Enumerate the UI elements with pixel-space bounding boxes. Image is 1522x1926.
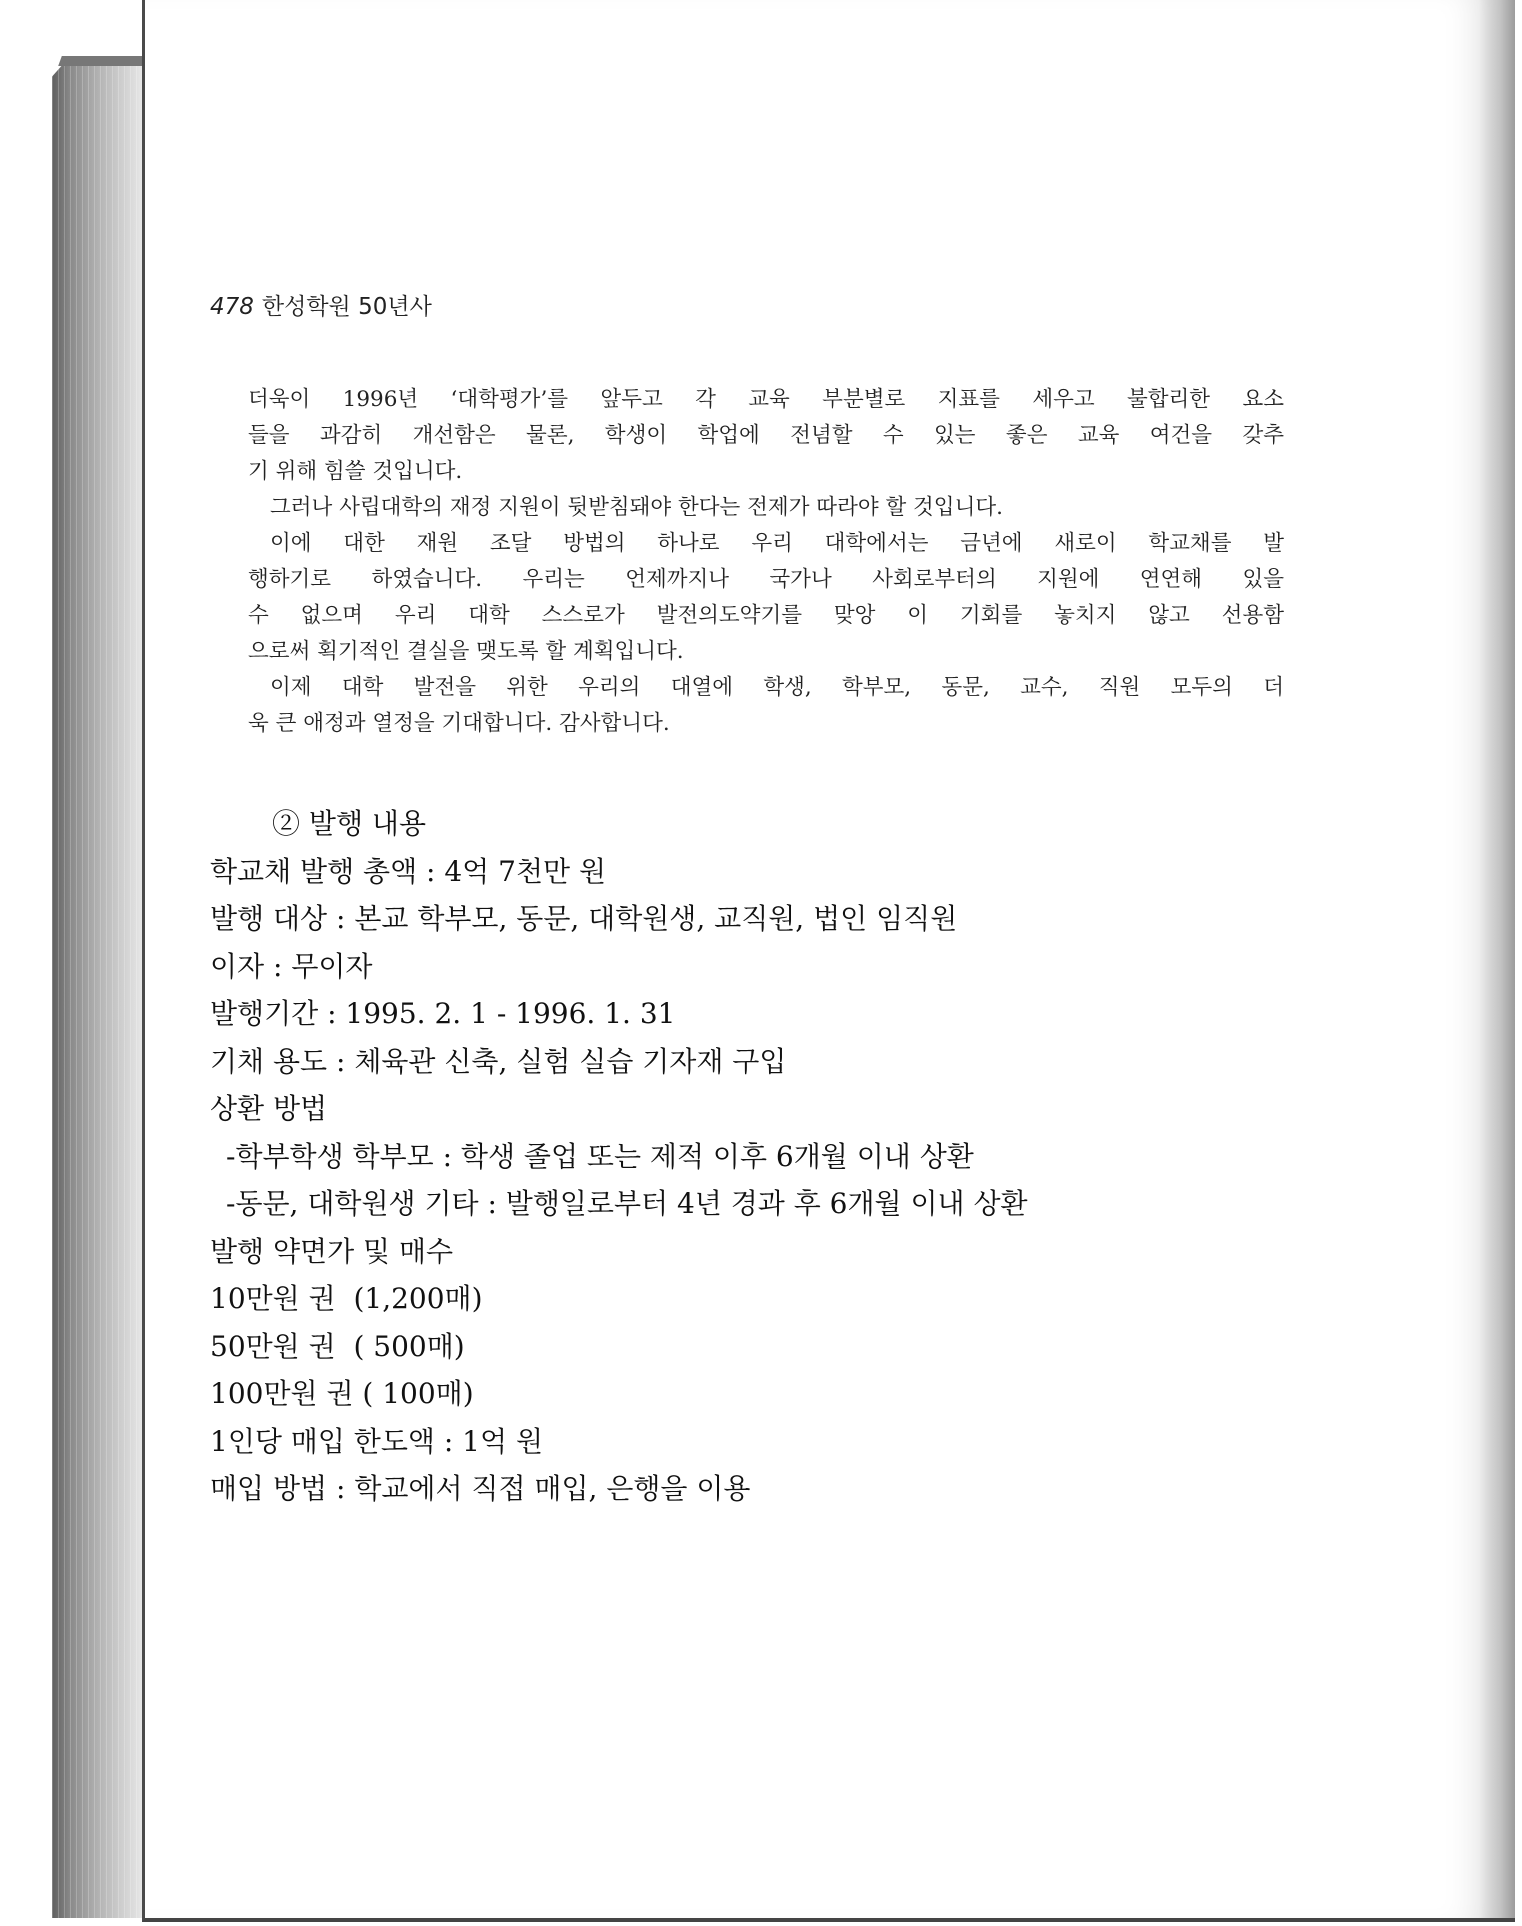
letter-line: 이에 대한 재원 조달 방법의 하나로 우리 대학에서는 금년에 새로이 학교채를 발	[270, 531, 1284, 556]
purchase-limit: 1인당 매입 한도액 : 1억 원	[210, 1424, 543, 1458]
face-value-item: 100만원 권 ( 100매)	[210, 1377, 474, 1410]
bond-use: 기채 용도 : 체육관 신축, 실험 실습 기자재 구입	[210, 1044, 787, 1078]
repayment-title: 상환 방법	[210, 1092, 328, 1125]
repayment-item: -학부학생 학부모 : 학생 졸업 또는 제적 이후 6개월 이내 상환	[226, 1139, 974, 1173]
book-title: 한성학원 50년사	[261, 294, 432, 320]
face-value-item: 50만원 권 ( 500매)	[210, 1329, 465, 1363]
issuance-details	[210, 800, 1310, 1513]
letter-line: 더욱이 1996년 ‘대학평가’를 앞두고 각 교육 부분별로 지표를 세우고 불합리한 요소	[248, 387, 1284, 412]
letter-line: 행하기로 하였습니다. 우리는 언제까지나 국가나 사회로부터의 지원에 연연해 있을	[248, 567, 1284, 592]
running-head	[210, 288, 432, 321]
letter-line: 기 위해 힘쓸 것입니다.	[248, 459, 463, 484]
face-value-item: 10만원 권 (1,200매)	[210, 1282, 483, 1315]
face-value-title: 발행 약면가 및 매수	[210, 1234, 454, 1268]
interest: 이자 : 무이자	[210, 949, 373, 983]
purchase-method: 매입 방법 : 학교에서 직접 매입, 은행을 이용	[210, 1472, 751, 1505]
letter-line: 욱 큰 애정과 열정을 기대합니다. 감사합니다.	[248, 711, 670, 736]
letter-line: 수 없으며 우리 대학 스스로가 발전의도약기를 맞앙 이 기회를 놓치지 않고 선용함	[248, 603, 1284, 628]
book-page-stack	[52, 58, 144, 1918]
letter-line: 그러나 사립대학의 재정 지원이 뒷받침돼야 한다는 전제가 따라야 할 것입니다.	[270, 495, 1003, 520]
letter-line: 들을 과감히 개선함은 물론, 학생이 학업에 전념할 수 있는 좋은 교육 여건을 갖추	[248, 423, 1284, 448]
section-heading: ② 발행 내용	[272, 807, 426, 840]
issue-period: 발행기간 : 1995. 2. 1 - 1996. 1. 31	[210, 997, 676, 1030]
repayment-item: -동문, 대학원생 기타 : 발행일로부터 4년 경과 후 6개월 이내 상환	[226, 1187, 1028, 1220]
total-amount: 학교채 발행 총액 : 4억 7천만 원	[210, 854, 606, 888]
page-edge-shadow	[1479, 0, 1515, 1918]
page-number: 478	[210, 294, 254, 320]
issue-target: 발행 대상 : 본교 학부모, 동문, 대학원생, 교직원, 법인 임직원	[210, 902, 958, 935]
letter-line: 으로써 획기적인 결실을 맺도록 할 계획입니다.	[248, 639, 684, 664]
letter-line: 이제 대학 발전을 위한 우리의 대열에 학생, 학부모, 동문, 교수, 직원 모두의 더	[270, 675, 1284, 700]
letter-body	[248, 382, 1284, 742]
book-stack-top-edge	[58, 56, 150, 66]
